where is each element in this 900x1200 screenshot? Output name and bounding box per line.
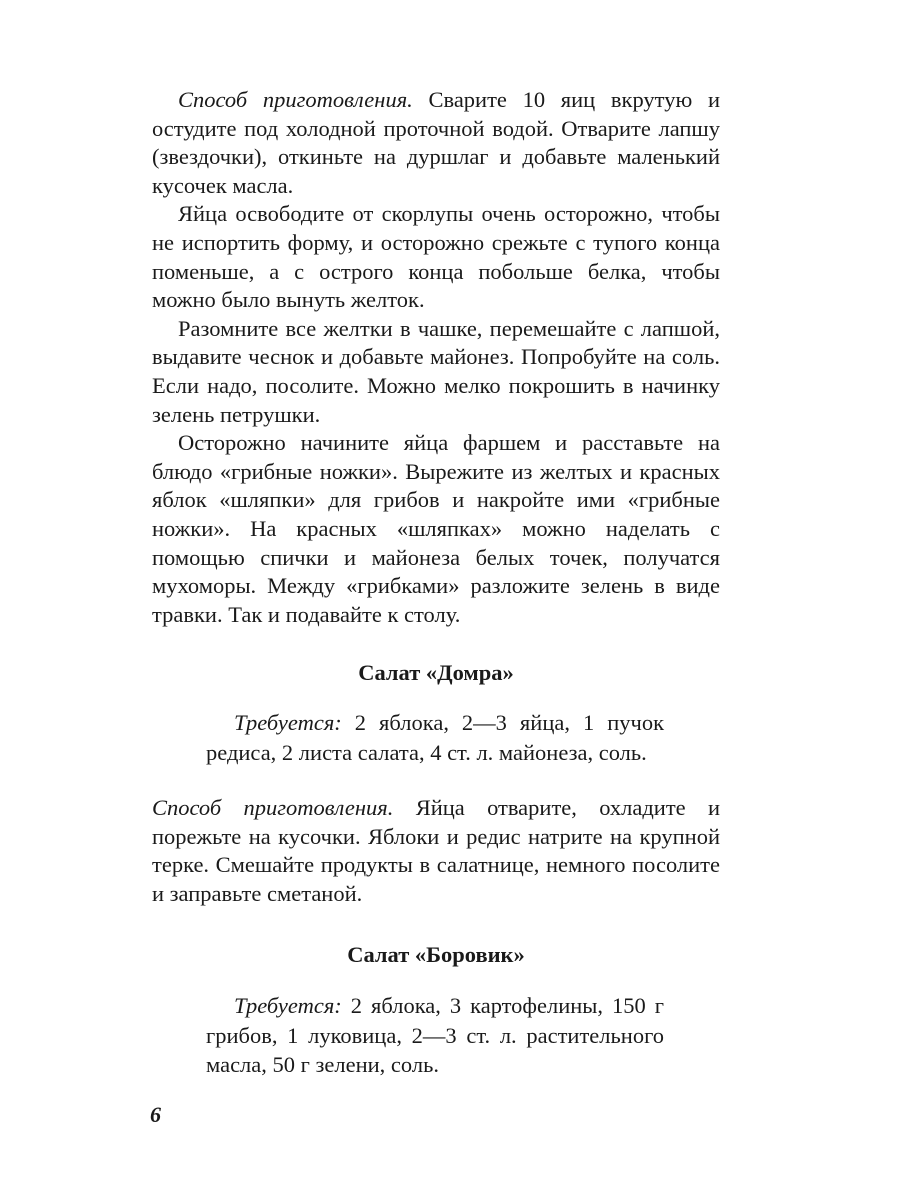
requires-label: Требуется: (234, 993, 342, 1018)
ingredients-paragraph (206, 991, 664, 1080)
ingredients-paragraph (206, 708, 664, 767)
paragraph (152, 86, 720, 200)
ingredients-text: 2 яблока, 2—3 яйца, 1 пучок редиса, 2 листа салата, 4 ст. л. майонеза, соль. (206, 710, 664, 765)
paragraph: Яйца освободите от скорлупы очень осторожно, чтобы не испортить форму, и осторожно срежьте с тупого конца поменьше, а с острого конца побольше белка, чтобы можно было вынуть желток. (152, 201, 720, 313)
method-label: Способ приготовления. (152, 795, 394, 820)
recipe-title-domra: Салат «Домра» (358, 660, 514, 685)
recipe-domra-method (152, 794, 720, 908)
ingredients-text: 2 яблока, 3 картофелины, 150 г грибов, 1 луковица, 2—3 ст. л. растительного масла, 50 г зелени, соль. (206, 993, 664, 1077)
requires-label: Требуется: (234, 710, 342, 735)
paragraph: Осторожно начините яйца фаршем и расставьте на блюдо «грибные ножки». Вырежите из желтых и красных яблок «шляпки» для грибов и накройте ими «грибные ножки». На красных «шляпках» можно наделать с помощью спички и майонеза белых точек, получатся мухоморы. Между «грибками» разложите зелень в виде травки. Так и подавайте к столу. (152, 430, 720, 627)
recipe-borovik-ingredients (206, 991, 664, 1080)
paragraph-text: Сварите 10 яиц вкрутую и остудите под холодной проточной водой. Отварите лапшу (звездочки), откиньте на дуршлаг и добавьте маленький кусочек масла. (152, 87, 720, 198)
recipe-domra-ingredients (206, 708, 664, 767)
paragraph (152, 794, 720, 908)
recipe-title-borovik: Салат «Боровик» (347, 942, 525, 967)
recipe-prev-method (152, 86, 720, 629)
page-number: 6 (150, 1102, 161, 1127)
method-label: Способ приготовления. (178, 87, 413, 112)
paragraph: Разомните все желтки в чашке, перемешайте с лапшой, выдавите чеснок и добавьте майонез. Попробуйте на соль. Если надо, посолите. Можно мелко покрошить в начинку зелень петрушки. (152, 315, 720, 427)
paragraph-text: Яйца отварите, охладите и порежьте на кусочки. Яблоки и редис натрите на крупной терке. Смешайте продукты в салатнице, немного посолите и заправьте сметаной. (152, 795, 720, 906)
